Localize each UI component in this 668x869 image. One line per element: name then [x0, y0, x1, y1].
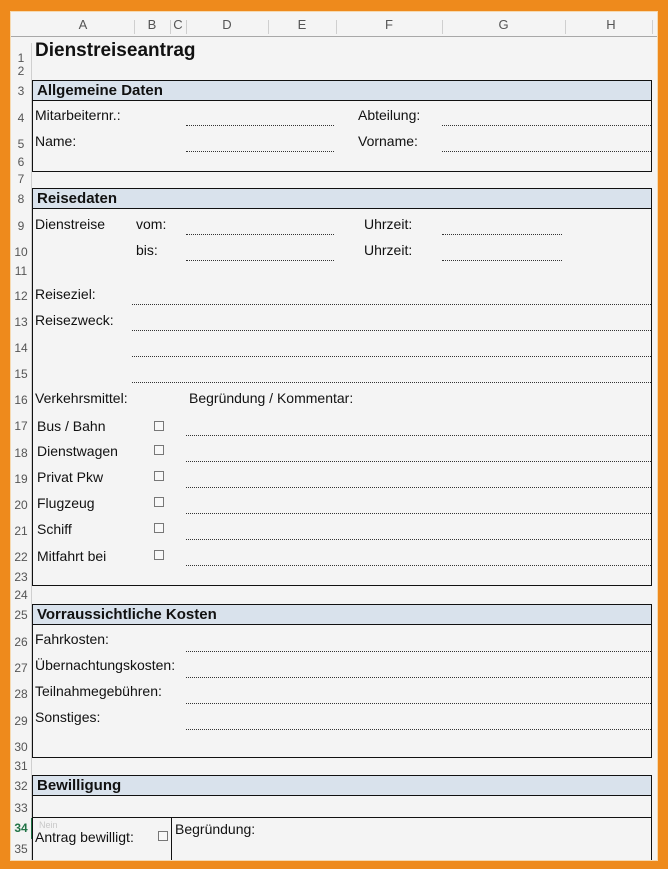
row-header-33[interactable]: 33 — [11, 798, 32, 818]
reisezweck-field-3[interactable] — [132, 382, 651, 383]
label-fahrkosten: Fahrkosten: — [35, 631, 109, 647]
comment-field-schiff[interactable] — [186, 539, 651, 540]
row-header-8[interactable]: 8 — [11, 188, 32, 210]
spreadsheet-window — [10, 11, 658, 861]
label-begruendung: Begründung: — [175, 821, 256, 837]
row-header-13[interactable]: 13 — [11, 306, 32, 332]
mitarbeiternr-field[interactable] — [186, 125, 334, 126]
page-title: Dienstreiseantrag — [35, 40, 196, 61]
reisezweck-field-1[interactable] — [132, 330, 651, 331]
section-header-allgemeine-daten — [32, 80, 652, 101]
label-reisezweck: Reisezweck: — [35, 312, 114, 328]
row-header-22[interactable]: 22 — [11, 541, 32, 568]
label-uhrzeit-to: Uhrzeit: — [364, 242, 413, 258]
transport-label-privat-pkw: Privat Pkw — [37, 469, 104, 485]
checkbox-mitfahrt-bei[interactable] — [154, 550, 164, 560]
row-header-16[interactable]: 16 — [11, 384, 32, 410]
label-dienstreise: Dienstreise — [35, 216, 106, 232]
col-divider[interactable] — [652, 20, 653, 34]
time-from-field[interactable] — [442, 234, 562, 235]
row-header-18[interactable]: 18 — [11, 437, 32, 463]
col-header-c[interactable]: C — [170, 14, 186, 37]
row-header-10[interactable]: 10 — [11, 236, 32, 262]
col-header-e[interactable]: E — [268, 14, 336, 37]
reiseziel-field[interactable] — [132, 304, 651, 305]
label-uebernachtungskosten: Übernachtungskosten: — [35, 657, 176, 673]
col-divider[interactable] — [442, 20, 443, 34]
row-header-4[interactable]: 4 — [11, 102, 32, 128]
row-header-26[interactable]: 26 — [11, 626, 32, 652]
label-uhrzeit-from: Uhrzeit: — [364, 216, 413, 232]
reisezweck-field-2[interactable] — [132, 356, 651, 357]
row-header-1[interactable]: 1 — [11, 43, 32, 69]
sonstiges-field[interactable] — [186, 729, 651, 730]
checkbox-bus-bahn[interactable] — [154, 421, 164, 431]
faint-cell-note: Nein — [39, 820, 58, 830]
col-divider[interactable] — [134, 20, 135, 34]
section-header-kosten — [32, 604, 652, 625]
transport-label-flugzeug: Flugzeug — [37, 495, 95, 511]
section-header-bewilligung — [32, 775, 652, 796]
date-to-field[interactable] — [186, 260, 334, 261]
col-divider[interactable] — [565, 20, 566, 34]
col-divider[interactable] — [186, 20, 187, 34]
comment-field-mitfahrt-bei[interactable] — [186, 565, 651, 566]
section-title: Bewilligung — [37, 777, 122, 794]
row-header-11[interactable]: 11 — [11, 262, 32, 280]
row-header-28[interactable]: 28 — [11, 678, 32, 704]
section-row-bewilligung-spacer — [32, 796, 652, 818]
time-to-field[interactable] — [442, 260, 562, 261]
row-header-7[interactable]: 7 — [11, 171, 32, 188]
row-header-35[interactable]: 35 — [11, 839, 32, 860]
row-header-20[interactable]: 20 — [11, 489, 32, 515]
col-header-d[interactable]: D — [186, 14, 268, 37]
label-name: Name: — [35, 133, 77, 149]
col-divider[interactable] — [336, 20, 337, 34]
row-header-14[interactable]: 14 — [11, 332, 32, 358]
transport-label-dienstwagen: Dienstwagen — [37, 443, 118, 459]
label-teilnahmegebuehren: Teilnahmegebühren: — [35, 683, 162, 699]
label-verkehrsmittel: Verkehrsmittel: — [35, 390, 128, 406]
date-from-field[interactable] — [186, 234, 334, 235]
checkbox-flugzeug[interactable] — [154, 497, 164, 507]
row-header-12[interactable]: 12 — [11, 280, 32, 306]
row-header-23[interactable]: 23 — [11, 568, 32, 586]
col-header-b[interactable]: B — [134, 14, 170, 37]
row-header-30[interactable]: 30 — [11, 732, 32, 758]
row-header-6[interactable]: 6 — [11, 154, 32, 171]
transport-label-schiff: Schiff — [37, 521, 72, 537]
abteilung-field[interactable] — [442, 125, 651, 126]
name-field[interactable] — [186, 151, 334, 152]
bewilligung-divider — [171, 818, 172, 861]
row-header-34-selected[interactable]: 34 — [11, 818, 33, 839]
section-title: Vorraussichtliche Kosten — [37, 606, 217, 623]
row-header-32[interactable]: 32 — [11, 775, 32, 798]
row-header-2[interactable]: 2 — [11, 63, 32, 80]
comment-field-dienstwagen[interactable] — [186, 461, 651, 462]
comment-field-bus-bahn[interactable] — [186, 435, 651, 436]
section-title: Reisedaten — [37, 190, 118, 207]
checkbox-dienstwagen[interactable] — [154, 445, 164, 455]
label-antrag-bewilligt: Antrag bewilligt: — [35, 829, 134, 845]
row-header-15[interactable]: 15 — [11, 358, 32, 384]
col-header-g[interactable]: G — [442, 14, 565, 37]
label-sonstiges: Sonstiges: — [35, 709, 101, 725]
transport-label-bus-bahn: Bus / Bahn — [37, 418, 106, 434]
label-vom: vom: — [136, 216, 167, 232]
label-mitarbeiternr: Mitarbeiternr.: — [35, 107, 121, 123]
vorname-field[interactable] — [442, 151, 651, 152]
comment-field-privat-pkw[interactable] — [186, 487, 651, 488]
row-header-21[interactable]: 21 — [11, 515, 32, 541]
comment-field-flugzeug[interactable] — [186, 513, 651, 514]
checkbox-privat-pkw[interactable] — [154, 471, 164, 481]
teilnahmegebuehren-field[interactable] — [186, 703, 651, 704]
col-divider[interactable] — [268, 20, 269, 34]
row-header-5[interactable]: 5 — [11, 128, 32, 154]
section-title: Allgemeine Daten — [37, 82, 163, 99]
row-header-9[interactable]: 9 — [11, 210, 32, 236]
section-header-reisedaten — [32, 188, 652, 209]
label-begruendung-kommentar: Begründung / Kommentar: — [189, 390, 354, 406]
row-header-19[interactable]: 19 — [11, 463, 32, 489]
label-abteilung: Abteilung: — [358, 107, 421, 123]
fahrkosten-field[interactable] — [186, 651, 651, 652]
col-divider[interactable] — [170, 20, 171, 34]
row-header-17[interactable]: 17 — [11, 410, 32, 437]
row-header-25[interactable]: 25 — [11, 604, 32, 626]
col-header-a[interactable]: A — [32, 14, 134, 37]
row-header-3[interactable]: 3 — [11, 80, 32, 102]
label-reiseziel: Reiseziel: — [35, 286, 96, 302]
checkbox-antrag-bewilligt[interactable] — [158, 831, 168, 841]
section-box-allgemeine-daten — [32, 101, 652, 172]
label-vorname: Vorname: — [358, 133, 418, 149]
col-header-f[interactable]: F — [336, 14, 442, 37]
transport-label-mitfahrt-bei: Mitfahrt bei — [37, 548, 107, 564]
row-header-24[interactable]: 24 — [11, 586, 32, 604]
row-header-31[interactable]: 31 — [11, 758, 32, 775]
label-bis: bis: — [136, 242, 158, 258]
row-header-29[interactable]: 29 — [11, 704, 32, 732]
row-header-27[interactable]: 27 — [11, 652, 32, 678]
col-header-h[interactable]: H — [565, 14, 657, 37]
select-all-corner[interactable] — [11, 14, 32, 37]
uebernachtungskosten-field[interactable] — [186, 677, 651, 678]
checkbox-schiff[interactable] — [154, 523, 164, 533]
